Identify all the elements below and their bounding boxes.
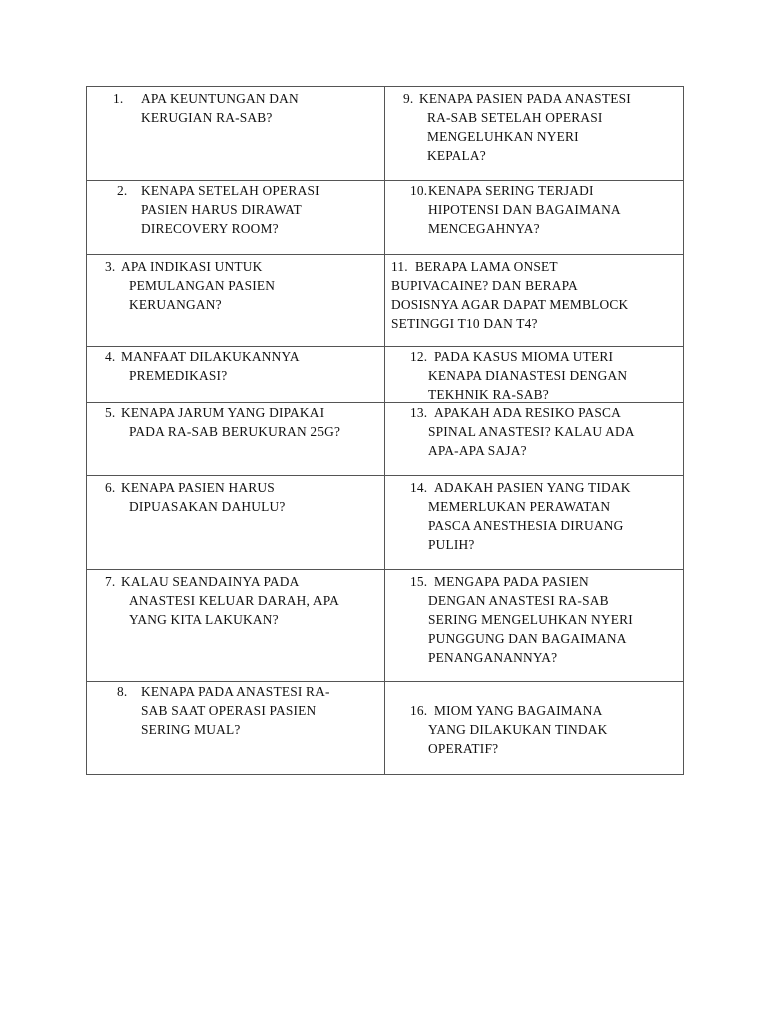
question-line: DOSISNYA AGAR DAPAT MEMBLOCK <box>391 297 629 312</box>
question-line: APA-APA SAJA? <box>428 443 527 458</box>
question-line: PUNGGUNG DAN BAGAIMANA <box>428 631 627 646</box>
question-line: DIRECOVERY ROOM? <box>141 221 279 236</box>
question-line: BUPIVACAINE? DAN BERAPA <box>391 278 578 293</box>
question-number: 11. <box>391 259 408 274</box>
question-cell <box>87 403 385 476</box>
question-cell <box>87 87 385 181</box>
question-line: KERUANGAN? <box>129 297 222 312</box>
question-line: PREMEDIKASI? <box>129 368 228 383</box>
question-line: DENGAN ANASTESI RA-SAB <box>428 593 609 608</box>
question-line: RA-SAB SETELAH OPERASI <box>427 110 603 125</box>
question-number: 16. <box>410 703 428 718</box>
question-cell <box>87 570 385 682</box>
question-number: 8. <box>117 684 128 699</box>
question-line: PEMULANGAN PASIEN <box>129 278 276 293</box>
question-line: OPERATIF? <box>428 741 499 756</box>
question-line: TEKHNIK RA-SAB? <box>428 387 549 402</box>
question-cell <box>385 181 684 255</box>
question-cell <box>385 682 684 775</box>
question-line: PULIH? <box>428 537 475 552</box>
question-line: KENAPA DIANASTESI DENGAN <box>428 368 628 383</box>
question-line: YANG DILAKUKAN TINDAK <box>428 722 608 737</box>
question-line: ADAKAH PASIEN YANG TIDAK <box>434 480 631 495</box>
question-number: 10. <box>410 183 428 198</box>
question-number: 5. <box>105 405 116 420</box>
question-cell <box>87 682 385 775</box>
question-line: KERUGIAN RA-SAB? <box>141 110 273 125</box>
table-row <box>87 682 684 775</box>
question-line: PADA RA-SAB BERUKURAN 25G? <box>129 424 341 439</box>
question-line: DIPUASAKAN DAHULU? <box>129 499 286 514</box>
question-line: PENANGANANNYA? <box>428 650 558 665</box>
question-number: 7. <box>105 574 116 589</box>
question-line: BERAPA LAMA ONSET <box>415 259 558 274</box>
table-row <box>87 476 684 570</box>
question-cell <box>385 403 684 476</box>
question-cell <box>87 255 385 347</box>
question-cell <box>385 87 684 181</box>
question-cell <box>385 570 684 682</box>
question-line: SPINAL ANASTESI? KALAU ADA <box>428 424 635 439</box>
question-line: SERING MENGELUHKAN NYERI <box>428 612 633 627</box>
table-row <box>87 255 684 347</box>
table-row <box>87 87 684 181</box>
question-line: YANG KITA LAKUKAN? <box>129 612 279 627</box>
question-line: SERING MUAL? <box>141 722 241 737</box>
question-line: MIOM YANG BAGAIMANA <box>434 703 603 718</box>
question-number: 14. <box>410 480 428 495</box>
table-row <box>87 347 684 403</box>
question-line: KENAPA SERING TERJADI <box>428 183 594 198</box>
question-line: SETINGGI T10 DAN T4? <box>391 316 538 331</box>
question-line: MEMERLUKAN PERAWATAN <box>428 499 611 514</box>
question-line: ANASTESI KELUAR DARAH, APA <box>129 593 340 608</box>
question-line: APAKAH ADA RESIKO PASCA <box>434 405 622 420</box>
table-row <box>87 181 684 255</box>
question-line: KEPALA? <box>427 148 486 163</box>
question-number: 9. <box>403 91 414 106</box>
question-line: MENGAPA PADA PASIEN <box>434 574 589 589</box>
question-line: APA KEUNTUNGAN DAN <box>141 91 299 106</box>
table-row <box>87 570 684 682</box>
question-line: KENAPA PADA ANASTESI RA- <box>141 684 330 699</box>
question-cell <box>87 347 385 403</box>
question-number: 13. <box>410 405 428 420</box>
question-line: KENAPA PASIEN HARUS <box>121 480 275 495</box>
question-line: MANFAAT DILAKUKANNYA <box>121 349 300 364</box>
table-row <box>87 403 684 476</box>
question-cell <box>87 181 385 255</box>
question-number: 2. <box>117 183 128 198</box>
question-line: APA INDIKASI UNTUK <box>121 259 263 274</box>
question-line: PADA KASUS MIOMA UTERI <box>434 349 614 364</box>
question-line: MENCEGAHNYA? <box>428 221 540 236</box>
question-line: SAB SAAT OPERASI PASIEN <box>141 703 317 718</box>
question-number: 6. <box>105 480 116 495</box>
question-line: KENAPA SETELAH OPERASI <box>141 183 320 198</box>
question-cell <box>385 347 684 403</box>
question-cell <box>385 476 684 570</box>
question-number: 15. <box>410 574 428 589</box>
question-cell <box>87 476 385 570</box>
question-line: HIPOTENSI DAN BAGAIMANA <box>428 202 621 217</box>
question-number: 3. <box>105 259 116 274</box>
question-line: KENAPA PASIEN PADA ANASTESI <box>419 91 631 106</box>
question-line: PASCA ANESTHESIA DIRUANG <box>428 518 624 533</box>
question-number: 4. <box>105 349 116 364</box>
question-number: 1. <box>113 91 124 106</box>
question-line: MENGELUHKAN NYERI <box>427 129 579 144</box>
question-line: KENAPA JARUM YANG DIPAKAI <box>121 405 325 420</box>
question-table <box>86 86 684 775</box>
question-cell <box>385 255 684 347</box>
question-number: 12. <box>410 349 428 364</box>
question-line: KALAU SEANDAINYA PADA <box>121 574 300 589</box>
question-line: PASIEN HARUS DIRAWAT <box>141 202 302 217</box>
